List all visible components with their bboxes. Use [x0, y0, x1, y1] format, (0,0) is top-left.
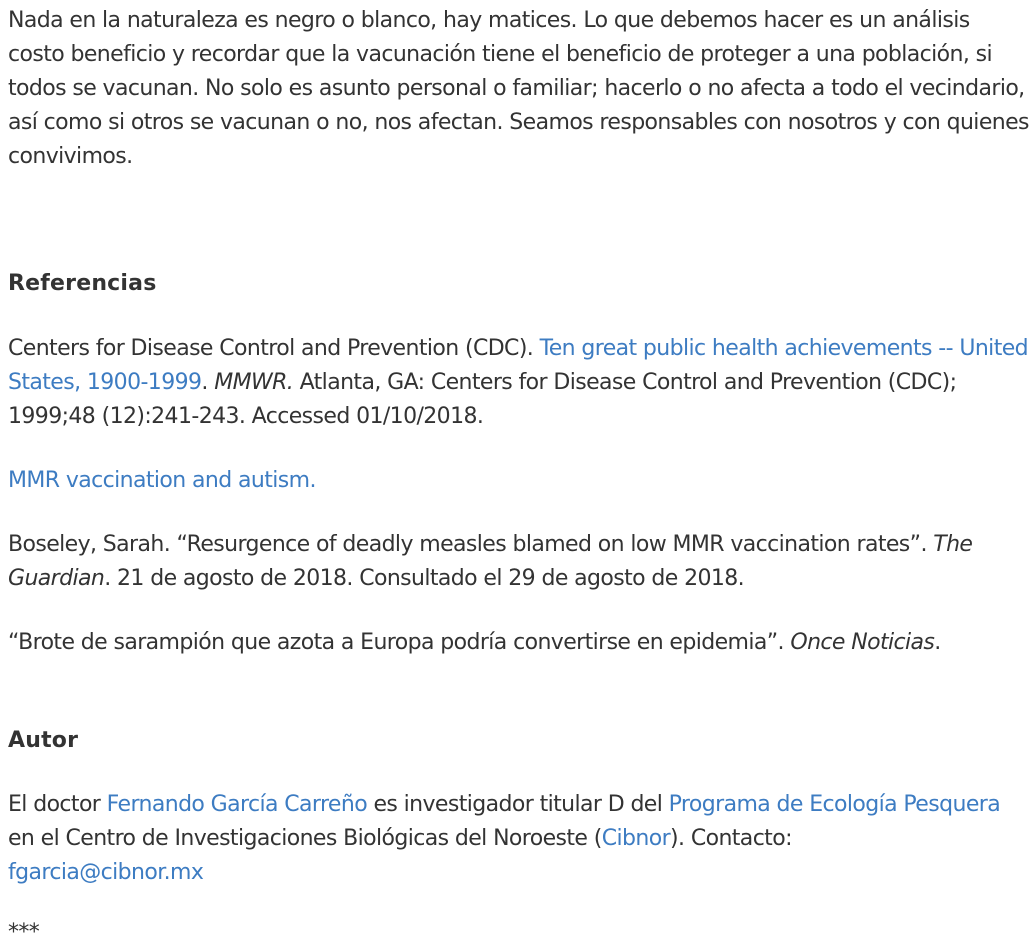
reference-boseley-text: Boseley, Sarah. “Resurgence of deadly measles blamed on low MMR vaccination rates”.: [8, 532, 934, 557]
reference-cdc-link[interactable]: Ten great public health achievements -- United States, 1900-1999: [8, 336, 1029, 395]
reference-cdc-author: Centers for Disease Control and Prevention (CDC).: [8, 336, 540, 361]
author-bio: [8, 788, 1032, 890]
author-name-link[interactable]: Fernando García Carreño: [106, 792, 368, 817]
reference-mmr: [8, 464, 1032, 498]
reference-cdc-details: Atlanta, GA: Centers for Disease Control and Prevention (CDC); 1999;48 (12):241-243. Accessed 01/10/2018.: [8, 370, 957, 429]
references-heading: Referencias: [8, 271, 157, 296]
reference-boseley-publication: The Guardian: [8, 532, 973, 591]
author-middle: es investigador titular D del: [367, 792, 669, 817]
author-heading: Autor: [8, 728, 79, 753]
reference-brote: [8, 626, 1032, 660]
reference-boseley-date: . 21 de agosto de 2018. Consultado el 29 de agosto de 2018.: [104, 566, 745, 591]
reference-boseley: [8, 528, 1032, 596]
institution-link[interactable]: Cibnor: [601, 826, 671, 851]
program-link[interactable]: Programa de Ecología Pesquera: [668, 792, 1001, 817]
reference-brote-text: “Brote de sarampión que azota a Europa podría convertirse en epidemia”.: [8, 630, 791, 655]
author-prefix: El doctor: [8, 792, 107, 817]
reference-brote-publication: Once Noticias: [790, 630, 935, 655]
reference-brote-period: .: [934, 630, 941, 655]
author-institution: en el Centro de Investigaciones Biológicas del Noroeste (: [8, 826, 602, 851]
author-email-link[interactable]: fgarcia@cibnor.mx: [8, 860, 204, 885]
intro-paragraph: Nada en la naturaleza es negro o blanco, hay matices. Lo que debemos hacer es un análisis costo beneficio y recordar que la vacunación tiene el beneficio de proteger a una población, si todos se vacunan. No solo es asunto personal o familiar; hacerlo o no afecta a todo el vecindario, así como si otros se vacunan o no, nos afectan. Seamos responsables con nosotros y con quienes convivimos.: [8, 8, 1029, 169]
author-contact-label: ). Contacto:: [670, 826, 792, 851]
reference-mmr-link[interactable]: MMR vaccination and autism.: [8, 468, 316, 493]
reference-cdc-journal: MMWR.: [214, 370, 294, 395]
reference-cdc: [8, 332, 1032, 434]
reference-cdc-after-link: .: [201, 370, 215, 395]
section-separator: ***: [8, 920, 40, 945]
